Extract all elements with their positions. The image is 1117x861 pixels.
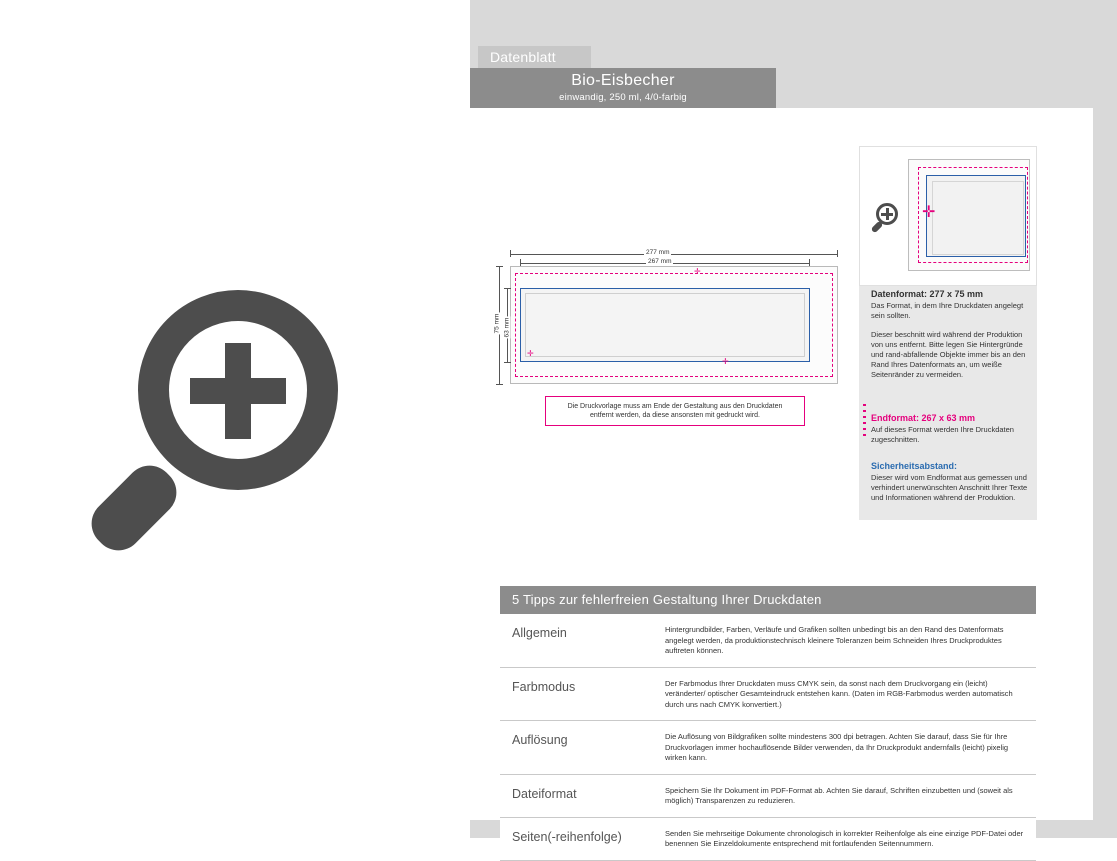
- sicherheitsabstand-block: [871, 460, 1031, 503]
- product-title-bar: [470, 68, 776, 108]
- endformat-heading: Endformat: 267 x 63 mm: [871, 413, 976, 423]
- dimension-tick-right-inner: [809, 259, 810, 266]
- datenformat-paragraph-2-block: [871, 330, 1031, 380]
- datasheet-tab-label: Datenblatt: [478, 46, 591, 68]
- document-right-margin: [1093, 0, 1117, 838]
- dimension-tick-top-inner: [504, 288, 511, 289]
- magnifier-zoom-icon: [100, 290, 390, 550]
- tips-term: Dateiformat: [512, 786, 577, 801]
- label-outer-height: 75 mm: [493, 313, 501, 334]
- dimension-tick-right-outer: [837, 250, 838, 257]
- bleed-marker-bottom-icon: ✛: [722, 357, 729, 366]
- tips-term: Farbmodus: [512, 679, 576, 694]
- table-row: [500, 721, 1036, 775]
- dimension-tick-left-inner: [520, 259, 521, 266]
- endformat-block: [871, 412, 1031, 445]
- preview-magnifier-icon: [874, 203, 904, 233]
- note-line-1: Die Druckvorlage muss am Ende der Gestaltung aus den Druckdaten: [567, 403, 783, 410]
- datenformat-paragraph-2: Dieser beschnitt wird während der Produktion von uns entfernt. Bitte legen Sie Hintergründe und rand-abfallende Objekte immer bis an den Rand Ihres Datenformats an, um weiße Seitenränder zu vermeiden.: [871, 330, 1026, 379]
- preview-safety-outline: [932, 181, 1024, 255]
- datenformat-paragraph-1: Das Format, in dem Ihre Druckdaten angelegt sein sollten.: [871, 301, 1024, 320]
- label-inner-height: 63 mm: [503, 317, 511, 338]
- sicherheitsabstand-paragraph: Dieser wird vom Endformat aus gemessen und verhindert unerwünschten Anschnitt Ihrer Texte und Informationen während der Produktion.: [871, 473, 1028, 502]
- dimension-tick-top-outer: [496, 266, 503, 267]
- dimension-tick-bottom-outer: [496, 384, 503, 385]
- product-title: Bio-Eisbecher: [571, 72, 675, 89]
- tips-description: Senden Sie mehrseitige Dokumente chronologisch in korrekter Reihenfolge als eine einzige PDF-Datei oder benennen Sie Einzeldokumente entsprechend mit fortlaufenden Seitennummern.: [665, 828, 1024, 848]
- label-outer-width: 277 mm: [646, 249, 670, 256]
- tips-term: Auflösung: [512, 733, 568, 747]
- tips-description: Die Auflösung von Bildgrafiken sollte mindestens 300 dpi betragen. Achten Sie darauf, dass Sie für Ihre Druckvorlagen immer hochauflösende Bilder verwenden, da Ihr Druckprodukt andernfalls (leicht) pixelig wirken kann.: [665, 732, 1009, 762]
- drawing-safety-outline: [525, 293, 805, 357]
- tips-description: Speichern Sie Ihr Dokument im PDF-Format ab. Achten Sie darauf, Schriften einzubetten und (soweit als möglich) Transparenzen zu reduzieren.: [665, 785, 1013, 805]
- tips-table: [500, 586, 1036, 861]
- print-template-note: [545, 396, 805, 426]
- tips-term: Seiten(-reihenfolge): [512, 829, 622, 844]
- product-subtitle: einwandig, 250 ml, 4/0-farbig: [559, 92, 687, 103]
- preview-bleed-marker-icon: ✛: [922, 204, 936, 221]
- label-inner-width: 267 mm: [648, 258, 672, 265]
- magnifier-handle: [82, 456, 187, 561]
- table-row: [500, 668, 1036, 722]
- endformat-paragraph: Auf dieses Format werden Ihre Druckdaten zugeschnitten.: [871, 425, 1014, 444]
- tips-description: Hintergrundbilder, Farben, Verläufe und Grafiken sollten unbedingt bis an den Rand des Datenformats angelegt werden, da produktionstechnisch kleinere Toleranzen beim Schneiden Ihres Druckproduktes auftreten können.: [665, 625, 1004, 655]
- dimension-tick-left-outer: [510, 250, 511, 257]
- datenformat-block: [871, 288, 1031, 321]
- datenformat-heading: Datenformat: 277 x 75 mm: [871, 289, 984, 299]
- sicherheitsabstand-heading: Sicherheitsabstand:: [871, 461, 958, 471]
- bleed-marker-left-icon: ✛: [527, 349, 534, 358]
- dimension-line-outer-width: [510, 254, 838, 255]
- tips-term: Allgemein: [512, 626, 567, 640]
- table-row: [500, 818, 1036, 861]
- tips-table-title: 5 Tipps zur fehlerfreien Gestaltung Ihrer Druckdaten: [500, 586, 1036, 614]
- table-row: [500, 775, 1036, 818]
- tips-description: Der Farbmodus Ihrer Druckdaten muss CMYK sein, da sonst nach dem Druckvorgang ein (leicht) veränderter/ optischer Gesamteindruck entstehen kann. (Daten im RGB-Farbmodus werden automatisch durch uns nach CMYK konvertiert.): [665, 678, 1013, 709]
- preview-magnifier-plus-vertical: [886, 208, 889, 220]
- magnifier-plus-vertical: [225, 343, 251, 439]
- dimension-tick-bottom-inner: [504, 362, 511, 363]
- table-row: [500, 614, 1036, 668]
- note-line-2: entfernt werden, da diese ansonsten mit gedruckt wird.: [589, 412, 761, 419]
- format-preview-thumbnail: [859, 146, 1037, 286]
- technical-drawing: [494, 246, 844, 386]
- bleed-marker-top-icon: ✛: [694, 267, 701, 276]
- endformat-marker-ticks: [863, 404, 866, 440]
